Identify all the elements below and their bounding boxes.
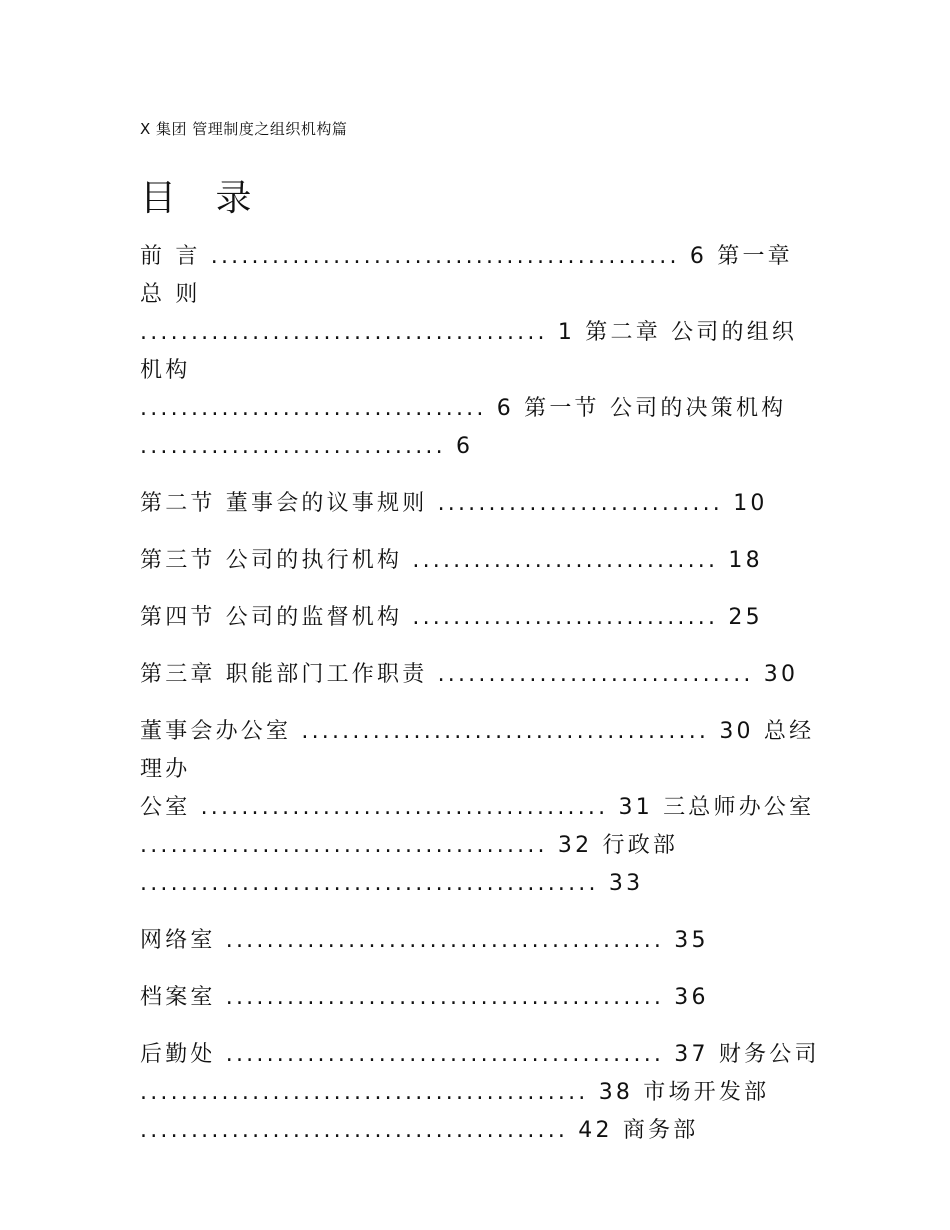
toc-line[interactable]: 网络室 ........................................... 35 [140,928,709,953]
toc-title: 目 录 [140,178,266,219]
toc-paragraph [140,656,820,694]
toc-line[interactable]: 后勤处 ........................................... 37 财务公司 [140,1042,820,1067]
toc-line[interactable]: .............................. 6 [140,434,474,459]
toc-line[interactable]: .................................. 6 第一节 公司的决策机构 [140,396,787,421]
toc-line[interactable]: ........................................ 1 第二章 公司的组织机构 [140,320,798,383]
toc-paragraph [140,713,820,903]
toc-line[interactable]: ........................................ 32 行政部 [140,833,679,858]
toc-paragraph [140,922,820,960]
toc-paragraph [140,599,820,637]
document-header: X 集团 管理制度之组织机构篇 [140,120,348,138]
toc-line[interactable]: .......................................... 42 商务部 [140,1118,699,1143]
toc-line[interactable]: 公室 ........................................ 31 三总师办公室 [140,795,815,820]
toc-line[interactable]: ............................................. 33 [140,871,644,896]
toc-line[interactable]: ............................................ 38 市场开发部 [140,1080,770,1105]
toc-line[interactable]: 档案室 ........................................... 36 [140,985,709,1010]
toc-line[interactable]: 第三章 职能部门工作职责 ............................... 30 [140,662,799,687]
toc-paragraph [140,1036,820,1150]
toc-line[interactable]: 第二节 董事会的议事规则 ............................ 10 [140,491,768,516]
table-of-contents [140,238,820,1169]
toc-paragraph [140,979,820,1017]
toc-line[interactable]: 第三节 公司的执行机构 .............................. 18 [140,548,763,573]
toc-line[interactable]: 董事会办公室 ........................................ 30 总经理办 [140,719,815,782]
toc-paragraph [140,542,820,580]
toc-line[interactable]: 第四节 公司的监督机构 .............................. 25 [140,605,763,630]
toc-line[interactable]: 前 言 .............................................. 6 第一章 总 则 [140,244,793,307]
toc-paragraph [140,238,820,466]
toc-paragraph [140,485,820,523]
